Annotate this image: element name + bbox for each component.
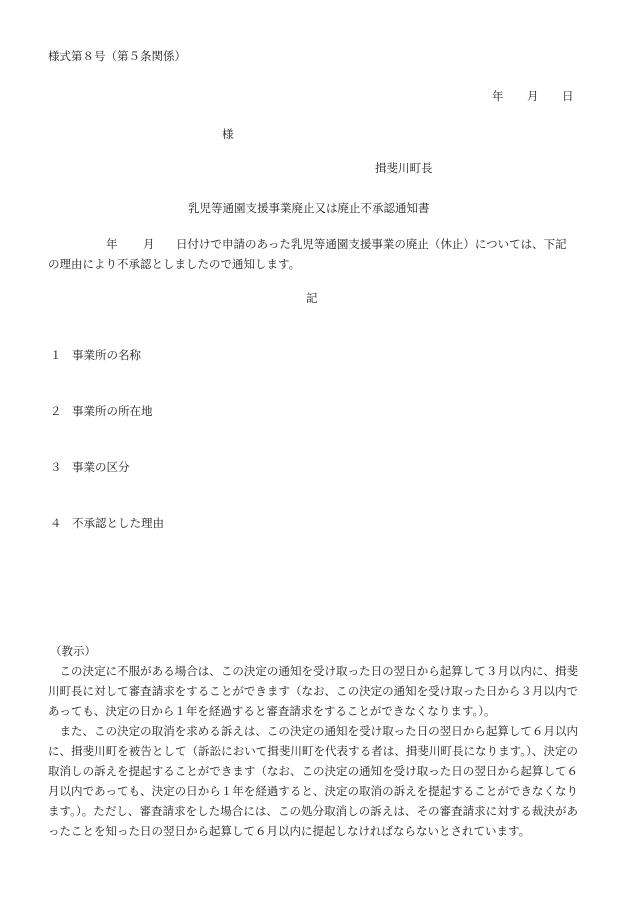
item-1-number: １ xyxy=(50,348,62,362)
date-month: 月 xyxy=(527,89,539,103)
addressee-suffix: 様 xyxy=(222,127,234,141)
ki-heading: 記 xyxy=(306,291,318,305)
notice-paragraph-1: この決定に不服がある場合は、この決定の通知を受け取った日の翌日から起算して３月以内に、揖斐川町長に対して審査請求をすることができます（なお、この決定の通知を受け取った日から３月以内であっても、決定の日から１年を経過すると審査請求をすることができなくなります。）。 xyxy=(48,664,578,718)
document-title: 乳児等通園支援事業廃止又は廃止不承認通知書 xyxy=(188,201,430,215)
item-2-label: 事業所の所在地 xyxy=(72,404,153,418)
date-year: 年 xyxy=(492,89,504,103)
item-2-number: ２ xyxy=(50,404,62,418)
item-3-label: 事業の区分 xyxy=(72,460,130,474)
form-number: 様式第８号（第５条関係） xyxy=(48,49,186,63)
item-4-label: 不承認とした理由 xyxy=(72,516,164,530)
notice-body xyxy=(48,661,578,841)
item-1-label: 事業所の名称 xyxy=(72,348,141,362)
notice-paragraph-2: また、この決定の取消を求める訴えは、この決定の通知を受け取った日の翌日から起算して６月以内に、揖斐川町を被告として（訴訟において揖斐川町を代表する者は、揖斐川町長になります。）、決定の取消しの訴えを提起することができます（なお、この決定の通知を受け取った日の翌日から起算して６月以内であっても、決定の日から１年を経過すると、決定の取消の訴えを提起することができなくなります。）。ただし、審査請求をした場合には、この処分取消しの訴えは、その審査請求に対する裁決があったことを知った日の翌日から起算して６月以内に提起しなければならないとされています。 xyxy=(48,724,578,838)
sender-name: 揖斐川町長 xyxy=(375,161,433,175)
notice-heading: （教示） xyxy=(50,644,96,658)
intro-line-2: の理由により不承認としましたので通知します。 xyxy=(48,257,301,271)
item-3-number: ３ xyxy=(50,460,62,474)
intro-month: 月 xyxy=(143,237,155,251)
item-4-number: ４ xyxy=(50,516,62,530)
date-day: 日 xyxy=(562,89,574,103)
intro-line-1: 日付けで申請のあった乳児等通園支援事業の廃止（休止）については、下記 xyxy=(176,237,567,251)
intro-year: 年 xyxy=(106,237,118,251)
